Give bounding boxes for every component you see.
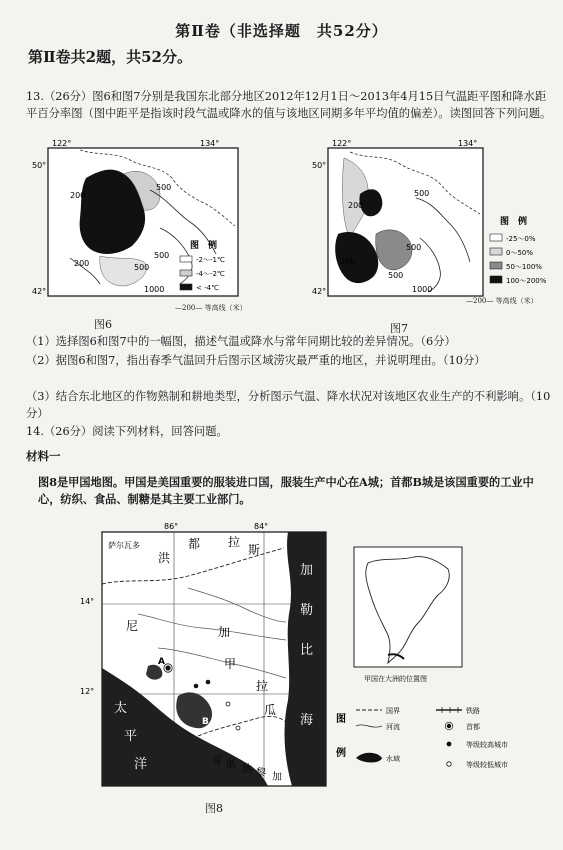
question-13-part-2: （2）据图6和图7，指出春季气温回升后图示区域涝灾最严重的地区，并说明理由。（10分） bbox=[26, 354, 486, 367]
fig7-legend-item: 0～50% bbox=[506, 249, 534, 257]
legend-water: 水域 bbox=[386, 755, 400, 763]
fig7-contour-label: 200 bbox=[340, 257, 356, 266]
question-13-part-1: （1）选择图6和图7中的一幅图，描述气温或降水与常年同期比较的差异情况。（6分） bbox=[26, 335, 456, 348]
figure-8-inset-map bbox=[352, 545, 464, 685]
figure-8-map bbox=[78, 518, 330, 796]
city-A-marker bbox=[165, 665, 170, 670]
pacific-ocean-label: 太 bbox=[114, 701, 128, 716]
fig8-lat-label: 12° bbox=[80, 687, 95, 696]
fig8-lat-label: 14° bbox=[80, 597, 95, 606]
fig7-contour-label: 500 bbox=[406, 243, 422, 252]
figure-7-caption: 图7 bbox=[390, 322, 408, 335]
honduras-label: 斯 bbox=[248, 543, 261, 557]
fig6-contour-label: 200 bbox=[74, 259, 90, 268]
fig8-lon-label: 84° bbox=[254, 522, 269, 531]
fig6-contour-label: 200 bbox=[70, 191, 86, 200]
figure-6-caption: 图6 bbox=[94, 318, 112, 331]
legend-title: 例 bbox=[336, 748, 346, 759]
fig7-legend-item: 100～200% bbox=[506, 277, 547, 285]
fig7-lat-bottom: 42° bbox=[312, 287, 327, 296]
legend-title: 图 bbox=[336, 714, 346, 725]
label-el-salvador: 萨尔瓦多 bbox=[108, 541, 140, 550]
honduras-label: 洪 bbox=[158, 551, 171, 565]
fig6-lat-top: 50° bbox=[32, 161, 47, 170]
fig7-legend-item: 50～100% bbox=[506, 263, 542, 271]
nicaragua-label: 加 bbox=[218, 625, 231, 639]
figure-8-caption: 图8 bbox=[205, 802, 223, 815]
legend-major-city: 等级较高城市 bbox=[466, 741, 508, 749]
city-B-label: B bbox=[202, 717, 209, 727]
costa-rica-label: 加 bbox=[272, 772, 282, 783]
figure-8-legend bbox=[332, 700, 556, 772]
costa-rica-label: 黎 bbox=[256, 768, 266, 779]
nicaragua-label: 瓜 bbox=[264, 703, 277, 717]
nicaragua-label: 尼 bbox=[126, 619, 139, 633]
fig6-contour-label: 500 bbox=[134, 263, 150, 272]
fig6-legend-item: -4～-2℃ bbox=[196, 270, 225, 278]
nicaragua-label: 拉 bbox=[256, 679, 269, 693]
question-13-text: 13.（26分）图6和图7分别是我国东北部分地区2012年12月1日～2013年4月15日气温距平图和降水距平百分率图（图中距平是指该时段气温或降水的值与该地区同期多年平均值的偏差）。读图回答下列问题。 bbox=[26, 90, 552, 120]
fig6-legend-title: 图 例 bbox=[190, 241, 218, 251]
section-subtitle: 第Ⅱ卷共2题，共52分。 bbox=[28, 48, 192, 66]
costa-rica-label: 斯 bbox=[226, 760, 236, 771]
caribbean-label: 比 bbox=[300, 643, 314, 658]
pacific-ocean-label: 洋 bbox=[134, 757, 148, 772]
fig7-contour-label: 500 bbox=[388, 271, 404, 280]
fig7-lon-right: 134° bbox=[458, 139, 478, 148]
question-13-part-3: （3）结合东北地区的作物熟制和耕地类型，分析图示气温、降水状况对该地区农业生产的不利影响。（10分） bbox=[26, 390, 551, 420]
question-14-text: 14.（26分）阅读下列材料，回答问题。 bbox=[26, 425, 228, 438]
fig7-legend-title: 图 例 bbox=[500, 217, 528, 227]
fig6-contour-note: —200— 等高线（米） bbox=[175, 304, 247, 312]
material-label: 材料一 bbox=[26, 449, 61, 463]
legend-railway: 铁路 bbox=[466, 707, 480, 715]
exam-section-title: 第Ⅱ卷（非选择题 共52分） bbox=[175, 22, 388, 40]
figure-6-map bbox=[32, 138, 245, 303]
city-A-label: A bbox=[158, 657, 165, 667]
fig6-lon-left: 122° bbox=[52, 139, 72, 148]
fig6-contour-label: 500 bbox=[154, 251, 170, 260]
fig7-legend-item: -25～0% bbox=[506, 235, 536, 243]
legend-border: 国界 bbox=[386, 707, 400, 715]
fig7-contour-label: 1000 bbox=[412, 285, 433, 294]
honduras-label: 拉 bbox=[228, 535, 241, 549]
caribbean-label: 海 bbox=[300, 713, 314, 728]
fig6-lat-bottom: 42° bbox=[32, 287, 47, 296]
inset-caption: 甲国在大洲的位置图 bbox=[364, 675, 427, 683]
fig7-contour-label: 500 bbox=[414, 189, 430, 198]
fig7-contour-label: 200 bbox=[348, 201, 364, 210]
caribbean-label: 加 bbox=[300, 563, 314, 578]
fig6-contour-label: 1000 bbox=[144, 285, 165, 294]
legend-minor-city: 等级较低城市 bbox=[466, 761, 508, 769]
honduras-label: 都 bbox=[188, 537, 201, 551]
country-jia-label: 甲 bbox=[224, 657, 237, 671]
fig8-lon-label: 86° bbox=[164, 522, 179, 531]
material-text: 图8是甲国地图。甲国是美国重要的服装进口国，服装生产中心在A城；首都B城是该国重要的工业中心，纺织、食品、制糖是其主要工业部门。 bbox=[38, 475, 534, 506]
fig6-lon-right: 134° bbox=[200, 139, 220, 148]
caribbean-label: 勒 bbox=[300, 603, 314, 618]
fig6-contour-label: 500 bbox=[156, 183, 172, 192]
figure-7-map bbox=[312, 138, 552, 303]
fig6-legend-item: -2～-1℃ bbox=[196, 256, 225, 264]
legend-river: 河流 bbox=[386, 723, 400, 731]
fig7-contour-note: —200— 等高线（米） bbox=[466, 297, 538, 305]
costa-rica-label: 达 bbox=[242, 764, 252, 775]
pacific-ocean-label: 平 bbox=[124, 729, 138, 744]
fig7-lat-top: 50° bbox=[312, 161, 327, 170]
fig7-lon-left: 122° bbox=[332, 139, 352, 148]
legend-capital: 首都 bbox=[466, 723, 480, 731]
costa-rica-label: 哥 bbox=[212, 756, 222, 767]
fig6-legend-item: < -4℃ bbox=[196, 284, 219, 292]
